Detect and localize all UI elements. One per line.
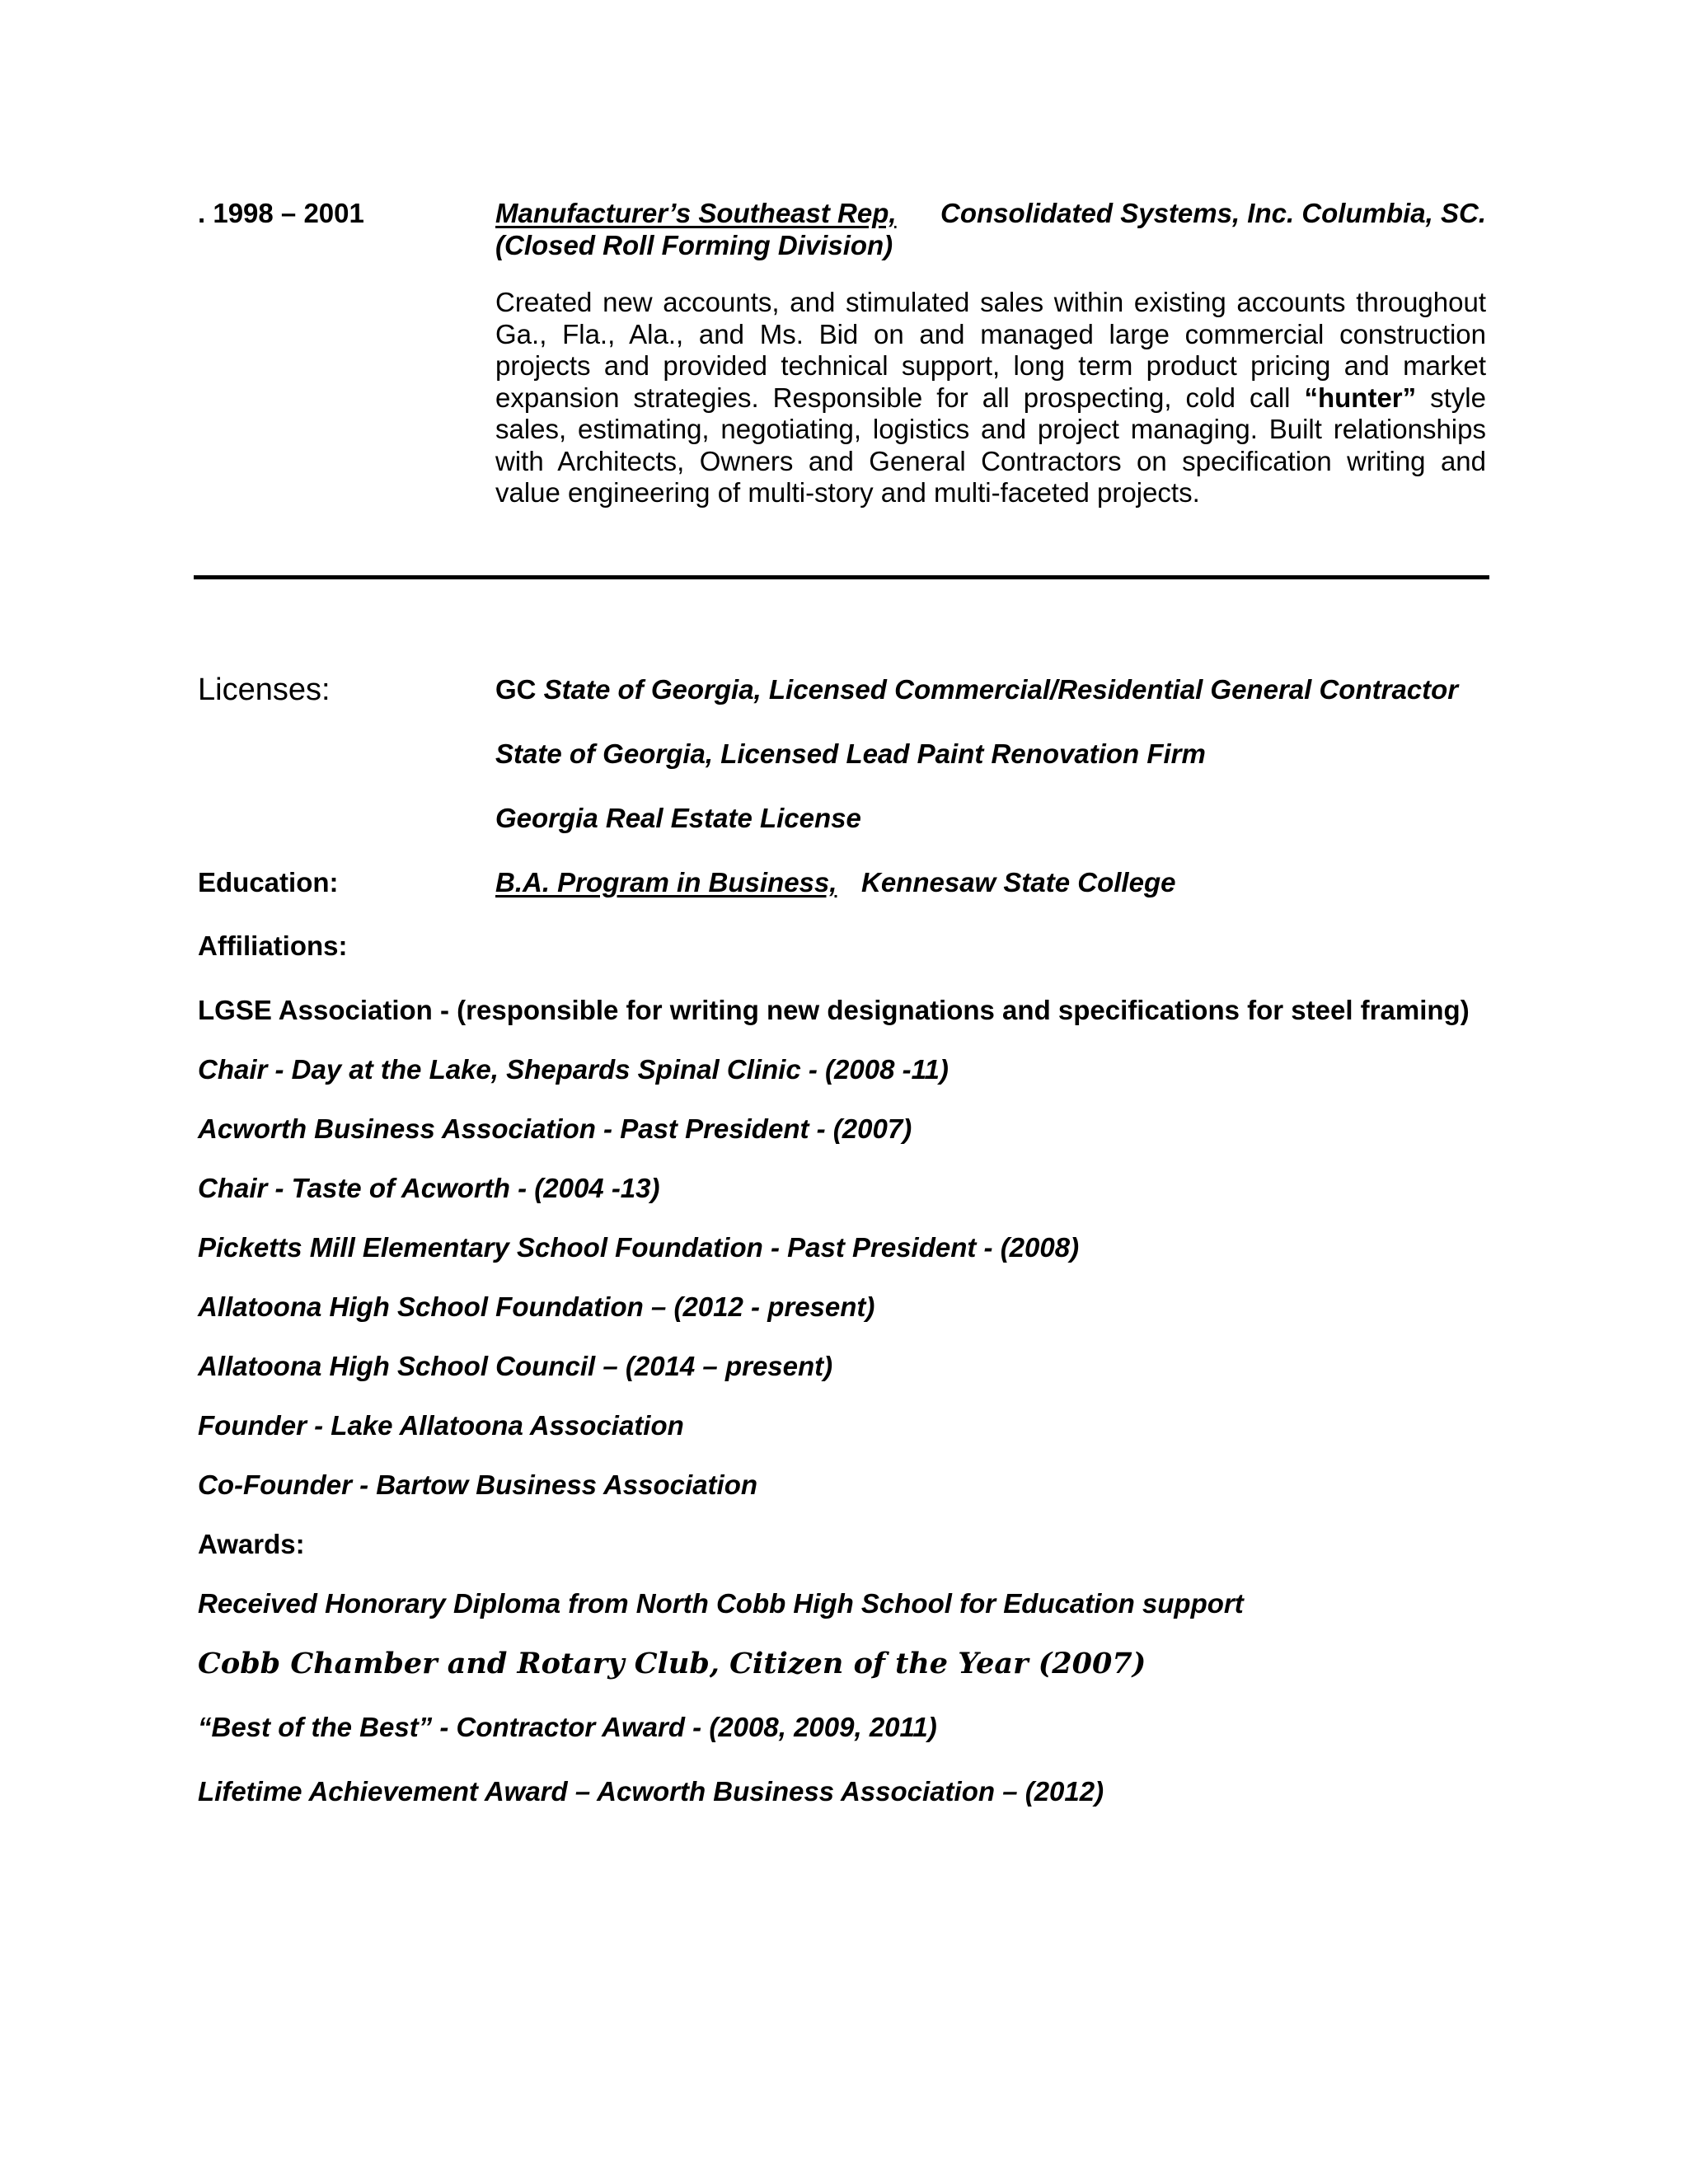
award-item: Received Honorary Diploma from North Cobb High School for Education support <box>198 1588 1244 1619</box>
affiliation-item: Chair - Day at the Lake, Shepards Spinal Clinic - (2008 -11) <box>198 1054 949 1085</box>
description-text: Created new accounts, and stimulated sales within existing accounts throughout Ga., Fla., Ala., and Ms. Bid on and managed large commercial construction projects and provided technical support, long term product pricing and market expansion strategies. Responsible for all prospecting, cold call <box>495 287 1486 413</box>
affiliation-lead: LGSE Association - (responsible for writing new designations and specifications for steel framing) <box>198 995 1470 1025</box>
affiliation-item: Acworth Business Association - Past President - (2007) <box>198 1113 912 1144</box>
license-item-1 <box>495 674 1458 705</box>
license-item-3: Georgia Real Estate License <box>495 803 861 833</box>
description-bold-text: “hunter” <box>1304 382 1417 413</box>
experience-company: Consolidated Systems, Inc. Columbia, SC. <box>940 198 1486 228</box>
affiliation-item: Picketts Mill Elementary School Foundation - Past President - (2008) <box>198 1232 1080 1263</box>
awards-heading: Awards: <box>198 1529 305 1559</box>
experience-description <box>495 287 1486 509</box>
license-gc-prefix: GC <box>495 674 537 705</box>
experience-division: (Closed Roll Forming Division) <box>495 230 893 260</box>
experience-title: Manufacturer’s Southeast Rep, <box>495 198 897 228</box>
award-item: Lifetime Achievement Award – Acworth Business Association – (2012) <box>198 1776 1104 1807</box>
affiliation-item: Co-Founder - Bartow Business Association <box>198 1469 758 1500</box>
education-school: Kennesaw State College <box>861 867 1176 898</box>
education-heading: Education: <box>198 867 339 898</box>
affiliation-item: Founder - Lake Allatoona Association <box>198 1410 684 1441</box>
affiliation-item: Chair - Taste of Acworth - (2004 -13) <box>198 1173 660 1203</box>
license-item-text: State of Georgia, Licensed Commercial/Residential General Contractor <box>543 674 1459 705</box>
award-item: Cobb Chamber and Rotary Club, Citizen of the Year (2007) <box>198 1647 1146 1680</box>
licenses-heading: Licenses: <box>198 673 331 707</box>
affiliations-heading: Affiliations: <box>198 930 348 961</box>
affiliation-item: Allatoona High School Foundation – (2012 - present) <box>198 1291 875 1322</box>
experience-dates: . 1998 – 2001 <box>198 198 364 228</box>
award-item: “Best of the Best” - Contractor Award - (2008, 2009, 2011) <box>198 1712 937 1742</box>
section-divider <box>194 575 1489 579</box>
license-item-2: State of Georgia, Licensed Lead Paint Renovation Firm <box>495 738 1206 769</box>
affiliation-item: Allatoona High School Council – (2014 – present) <box>198 1351 833 1381</box>
education-program: B.A. Program in Business, <box>495 867 837 898</box>
description-text-end: style sales, estimating, negotiating, logistics and project managing. Built relationships with Architects, Owners and General Contractors on specification writing and value engineering of multi-story and multi-faceted projects. <box>495 382 1486 508</box>
